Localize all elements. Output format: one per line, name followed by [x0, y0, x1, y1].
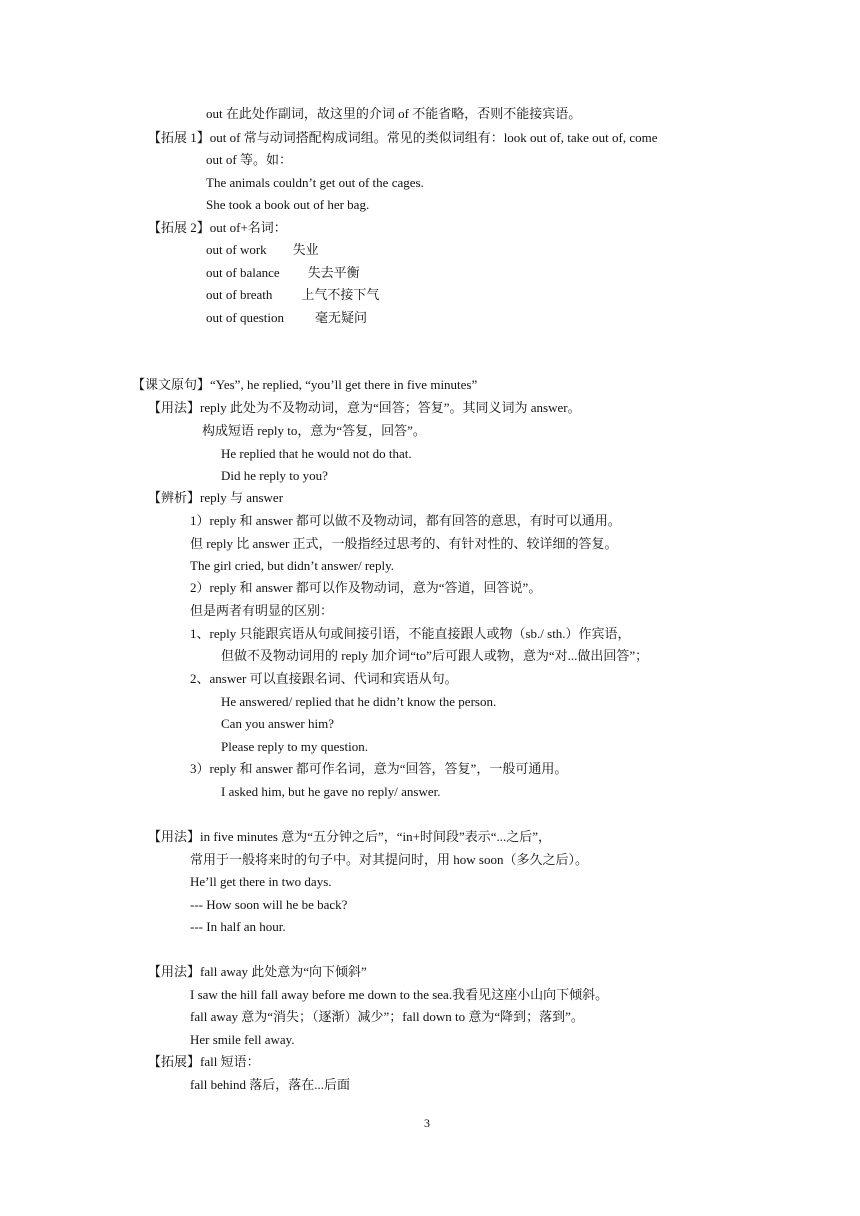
text-line: 但是两者有明显的区别： — [190, 603, 334, 618]
example-sentence: I asked him, but he gave no reply/ answer. — [221, 784, 441, 799]
example-sentence: --- How soon will he be back? — [190, 897, 348, 912]
text-line: 常用于一般将来时的句子中。对其提问时，用 how soon（多久之后）。 — [190, 852, 588, 867]
phrase-item — [206, 242, 319, 258]
extension-1-line: 【拓展 1】out of 常与动词搭配构成词组。常见的类似词组有：look out of, take out of, come — [148, 130, 658, 145]
phrase-zh: 失业 — [292, 242, 319, 257]
example-sentence: He’ll get there in two days. — [190, 874, 332, 889]
usage-line: 【用法】reply 此处为不及物动词，意为“回答；答复”。其同义词为 answer。 — [148, 400, 581, 415]
usage-line: 【用法】in five minutes 意为“五分钟之后”，“in+时间段”表示“...之后”， — [148, 829, 552, 844]
example-sentence: Did he reply to you? — [221, 468, 328, 483]
phrase-en: out of work — [206, 242, 267, 257]
phrase-item — [206, 287, 379, 303]
text-line: 但 reply 比 answer 正式，一般指经过思考的、有针对性的、较详细的答复。 — [190, 536, 618, 551]
extension-line: 【拓展】fall 短语： — [148, 1054, 260, 1069]
phrase-zh: 毫无疑问 — [315, 310, 368, 325]
text-line: fall away 意为“消失；（逐渐）减少”；fall down to 意为“降到；落到”。 — [190, 1009, 584, 1024]
extension-2-line: 【拓展 2】out of+名词： — [148, 220, 287, 235]
text-line: 3）reply 和 answer 都可作名词，意为“回答，答复”，一般可通用。 — [190, 761, 568, 776]
example-sentence: The girl cried, but didn’t answer/ reply. — [190, 558, 394, 573]
text-line: out 在此处作副词，故这里的介词 of 不能省略，否则不能接宾语。 — [206, 106, 582, 121]
example-sentence: He answered/ replied that he didn’t know the person. — [221, 694, 497, 709]
text-line: out of 等。如： — [206, 152, 292, 167]
phrase-en: out of question — [206, 310, 284, 325]
example-sentence: Please reply to my question. — [221, 739, 368, 754]
text-line: 1、reply 只能跟宾语从句或间接引语，不能直接跟人或物（sb./ sth.）作宾语， — [190, 626, 631, 641]
usage-line: 【用法】fall away 此处意为“向下倾斜” — [148, 964, 367, 979]
example-sentence: He replied that he would not do that. — [221, 446, 412, 461]
phrase-zh: 失去平衡 — [307, 265, 360, 280]
text-line: 2、answer 可以直接跟名词、代词和宾语从句。 — [190, 671, 458, 686]
example-sentence: She took a book out of her bag. — [206, 197, 370, 212]
example-sentence: Can you answer him? — [221, 716, 335, 731]
comparison-heading: 【辨析】reply 与 answer — [148, 490, 284, 505]
page-number: 3 — [424, 1116, 430, 1130]
example-sentence: The animals couldn’t get out of the cages. — [206, 175, 424, 190]
phrase-item — [206, 265, 360, 281]
text-line: fall behind 落后，落在...后面 — [190, 1077, 350, 1092]
phrase-item — [206, 310, 367, 326]
text-line: 但做不及物动词用的 reply 加介词“to”后可跟人或物，意为“对...做出回答”； — [221, 648, 649, 663]
example-sentence: Her smile fell away. — [190, 1032, 295, 1047]
text-original-sentence: 【课文原句】“Yes”, he replied, “you’ll get there in five minutes” — [132, 377, 478, 392]
text-line: 2）reply 和 answer 都可以作及物动词，意为“答道，回答说”。 — [190, 580, 542, 595]
phrase-en: out of balance — [206, 265, 280, 280]
text-line: 1）reply 和 answer 都可以做不及物动词，都有回答的意思，有时可以通用。 — [190, 513, 621, 528]
text-line: 构成短语 reply to，意为“答复，回答”。 — [202, 423, 426, 438]
example-sentence: --- In half an hour. — [190, 919, 286, 934]
phrase-zh: 上气不接下气 — [301, 287, 380, 302]
example-sentence: I saw the hill fall away before me down to the sea.我看见这座小山向下倾斜。 — [190, 987, 609, 1002]
phrase-en: out of breath — [206, 287, 273, 302]
